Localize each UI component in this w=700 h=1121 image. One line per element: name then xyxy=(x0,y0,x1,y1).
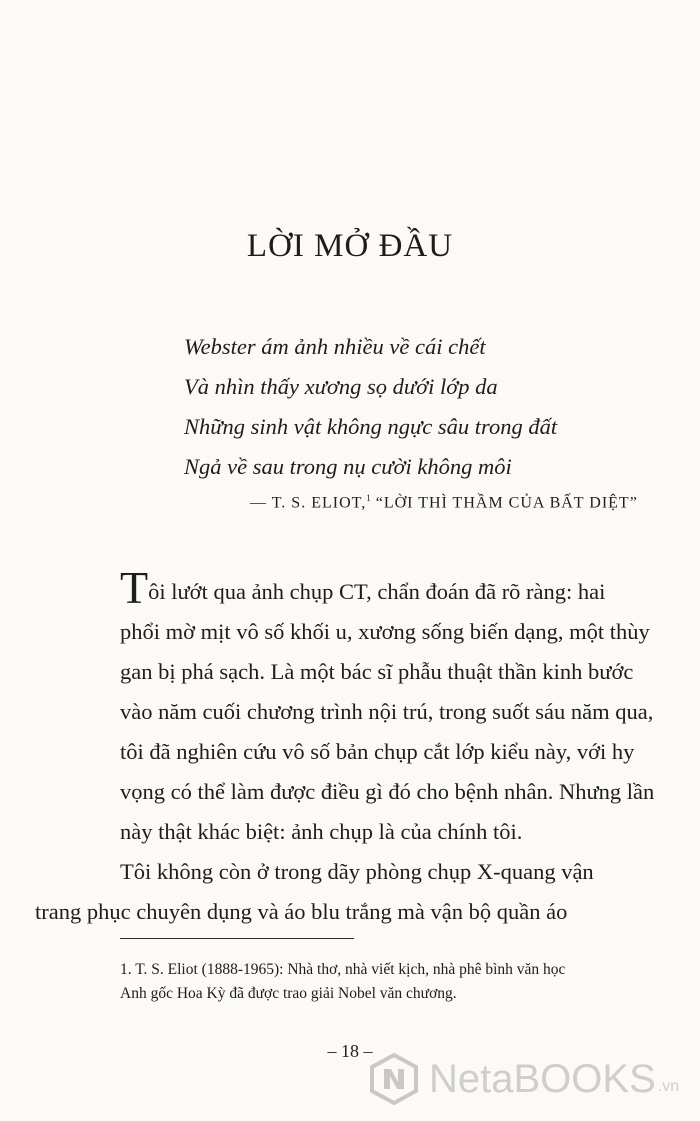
attribution-work: “LỜI THÌ THẦM CỦA BẤT DIỆT” xyxy=(370,494,638,512)
paragraph-line: vào năm cuối chương trình nội trú, trong suốt sáu năm qua, xyxy=(120,699,654,724)
netabooks-watermark xyxy=(367,1052,679,1106)
paragraph-1 xyxy=(120,562,655,852)
paragraph-line: tôi đã nghiên cứu vô số bản chụp cắt lớp kiểu này, với hy xyxy=(120,739,635,764)
paragraph-line: phổi mờ mịt vô số khối u, xương sống biến dạng, một thùy xyxy=(120,619,650,644)
line-text: ôi lướt qua ảnh chụp CT, chẩn đoán đã rõ ràng: hai xyxy=(148,579,606,604)
netabooks-logo-icon xyxy=(367,1052,421,1106)
drop-cap: T xyxy=(120,562,149,613)
epigraph-attribution xyxy=(250,493,638,512)
footnote-divider xyxy=(120,938,354,939)
epigraph-line: Webster ám ảnh nhiều về cái chết xyxy=(184,334,486,359)
epigraph-line: Và nhìn thấy xương sọ dưới lớp da xyxy=(184,374,498,399)
footnote xyxy=(120,958,640,1006)
paragraph-line: gan bị phá sạch. Là một bác sĩ phẫu thuật thần kinh bước xyxy=(120,659,634,684)
paragraph-line: vọng có thể làm được điều gì đó cho bệnh nhân. Nhưng lần xyxy=(120,779,655,804)
paragraph-line: Tôi không còn ở trong dãy phòng chụp X-quang vận xyxy=(120,859,594,884)
footnote-line: 1. T. S. Eliot (1888-1965): Nhà thơ, nhà viết kịch, nhà phê bình văn học xyxy=(120,961,566,978)
epigraph-line: Ngả về sau trong nụ cười không môi xyxy=(184,454,512,479)
paragraph-line xyxy=(120,562,640,613)
epigraph xyxy=(184,327,557,487)
page-number: – 18 – xyxy=(327,1041,373,1061)
footnote-line: Anh gốc Hoa Kỳ đã được trao giải Nobel văn chương. xyxy=(120,985,457,1002)
footnote-mark: 1 xyxy=(366,493,371,503)
body-text xyxy=(35,562,655,932)
chapter-title: LỜI MỞ ĐẦU xyxy=(246,228,454,264)
attribution-author: — T. S. ELIOT, xyxy=(250,494,367,512)
paragraph-2 xyxy=(35,852,640,932)
epigraph-line: Những sinh vật không ngực sâu trong đất xyxy=(184,414,558,439)
watermark-suffix: .vn xyxy=(657,1078,680,1095)
paragraph-line: này thật khác biệt: ảnh chụp là của chính tôi. xyxy=(120,819,523,844)
watermark-text: NetaBOOKS xyxy=(429,1056,656,1101)
paragraph-line: trang phục chuyên dụng và áo blu trắng mà vận bộ quần áo xyxy=(35,899,568,924)
